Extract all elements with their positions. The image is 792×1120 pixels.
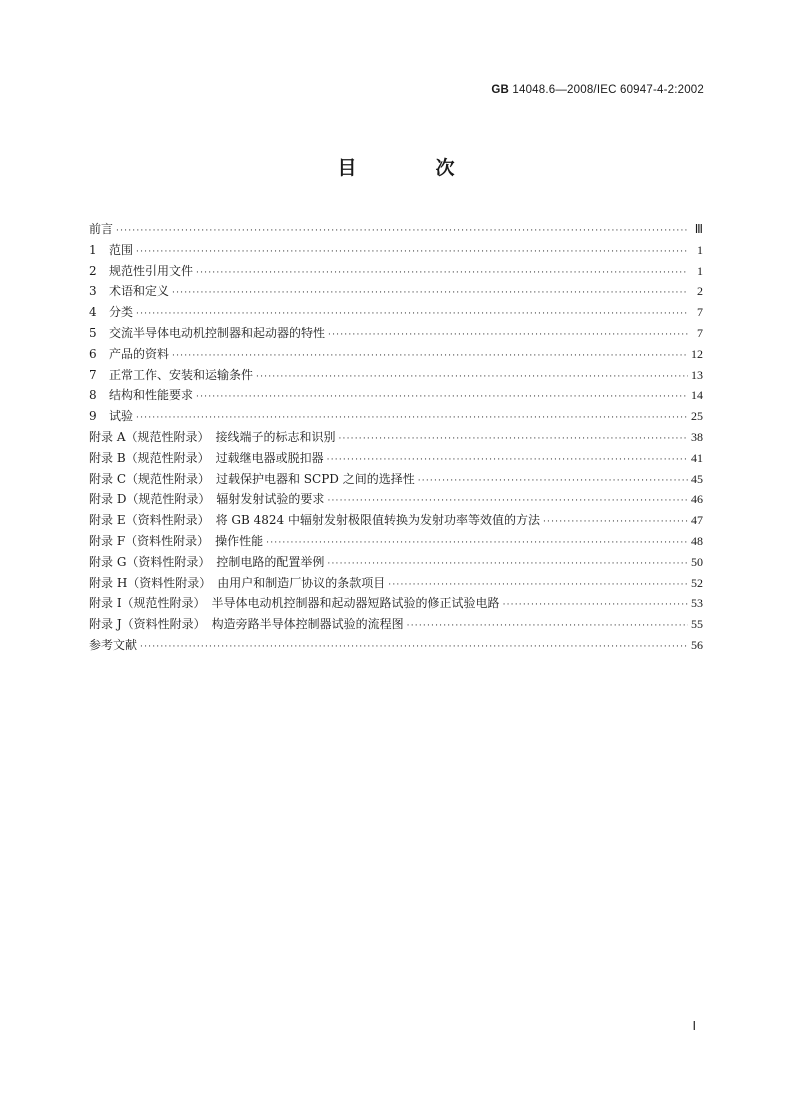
toc-entry-label: 附录 D（规范性附录） 辐射发射试验的要求 — [89, 492, 325, 507]
toc-entry[interactable] — [89, 469, 703, 490]
toc-leader-dots — [116, 221, 688, 242]
toc-entry[interactable] — [89, 302, 703, 323]
toc-entry-label: 术语和定义 — [109, 284, 170, 299]
toc-entry[interactable] — [89, 531, 703, 552]
toc-entry[interactable] — [89, 365, 703, 386]
toc-entry-page: 55 — [691, 617, 703, 632]
toc-entry-label: 附录 A（规范性附录） 接线端子的标志和识别 — [89, 429, 336, 444]
toc-entry[interactable] — [89, 489, 703, 510]
toc-leader-dots — [140, 637, 688, 658]
toc-entry-page: 12 — [691, 346, 703, 361]
standard-code — [491, 84, 704, 96]
toc-entry-number: 5 — [89, 325, 97, 340]
toc-entry[interactable] — [89, 344, 703, 365]
toc-entry-page: 38 — [691, 429, 703, 444]
toc-entry-page: 1 — [697, 242, 703, 257]
toc-entry[interactable] — [89, 510, 703, 531]
toc-entry-number: 9 — [89, 409, 97, 424]
toc-leader-dots — [196, 263, 688, 284]
toc-entry-page: 7 — [697, 305, 703, 320]
toc-entry-label: 附录 H（资料性附录） 由用户和制造厂协议的条款项目 — [89, 575, 386, 590]
toc-leader-dots — [136, 408, 688, 429]
toc-entry-label: 附录 E（资料性附录） 将 GB 4824 中辐射发射极限值转换为发射功率等效值的方法 — [89, 513, 540, 528]
toc-entry-number: 8 — [89, 388, 97, 403]
toc-entry[interactable] — [89, 635, 703, 656]
toc-entry[interactable] — [89, 240, 703, 261]
toc-entry[interactable] — [89, 427, 703, 448]
toc-entry-label: 正常工作、安装和运输条件 — [109, 367, 254, 382]
toc-entry-label: 附录 B（规范性附录） 过载继电器或脱扣器 — [89, 450, 324, 465]
toc-entry[interactable] — [89, 614, 703, 635]
toc-entry-page: 14 — [691, 388, 703, 403]
toc-leader-dots — [338, 429, 688, 450]
toc-leader-dots — [328, 325, 688, 346]
toc-leader-dots — [172, 283, 688, 304]
toc-entry-page: 25 — [691, 409, 703, 424]
table-of-contents — [89, 219, 703, 656]
toc-leader-dots — [407, 616, 688, 637]
toc-entry[interactable] — [89, 385, 703, 406]
toc-entry-label: 附录 J（资料性附录） 构造旁路半导体控制器试验的流程图 — [89, 617, 404, 632]
toc-entry-page: 45 — [691, 471, 703, 486]
toc-entry-label: 附录 I（规范性附录） 半导体电动机控制器和起动器短路试验的修正试验电路 — [89, 596, 500, 611]
toc-entry-label: 附录 G（资料性附录） 控制电路的配置举例 — [89, 554, 325, 569]
toc-entry[interactable] — [89, 552, 703, 573]
toc-entry-page: 48 — [691, 533, 703, 548]
toc-entry-label: 附录 C（规范性附录） 过载保护电器和 SCPD 之间的选择性 — [89, 471, 415, 486]
toc-entry[interactable] — [89, 593, 703, 614]
toc-entry-number: 7 — [89, 367, 97, 382]
toc-entry[interactable] — [89, 448, 703, 469]
toc-leader-dots — [327, 491, 688, 512]
toc-leader-dots — [172, 346, 688, 367]
toc-entry-label: 前言 — [89, 222, 114, 236]
toc-leader-dots — [418, 471, 688, 492]
toc-entry-number: 3 — [89, 284, 97, 299]
toc-leader-dots — [266, 533, 688, 554]
toc-entry-number: 1 — [89, 242, 97, 257]
toc-entry-label: 规范性引用文件 — [109, 263, 194, 278]
toc-entry-label: 附录 F（资料性附录） 操作性能 — [89, 533, 264, 548]
toc-leader-dots — [136, 304, 688, 325]
toc-entry-number: 2 — [89, 263, 97, 278]
toc-entry[interactable] — [89, 281, 703, 302]
toc-entry-label: 产品的资料 — [109, 346, 170, 361]
toc-entry-page: 53 — [691, 596, 703, 611]
toc-entry-label: 交流半导体电动机控制器和起动器的特性 — [109, 325, 326, 340]
toc-leader-dots — [327, 450, 688, 471]
toc-entry-page: 41 — [691, 450, 703, 465]
toc-entry-label: 分类 — [109, 305, 134, 320]
page-number: Ⅰ — [692, 1019, 696, 1033]
toc-entry-page: 52 — [691, 575, 703, 590]
toc-entry[interactable] — [89, 261, 703, 282]
standard-number: 14048.6—2008/IEC 60947-4-2:2002 — [508, 84, 704, 96]
toc-entry-page: 2 — [697, 284, 703, 299]
toc-leader-dots — [256, 367, 688, 388]
toc-leader-dots — [136, 242, 688, 263]
page-title: 目 次 — [337, 157, 485, 179]
toc-entry-page: 1 — [697, 263, 703, 278]
toc-entry-label: 范围 — [109, 242, 134, 257]
toc-entry-page: 50 — [691, 554, 703, 569]
toc-leader-dots — [327, 554, 688, 575]
toc-entry[interactable] — [89, 323, 703, 344]
toc-entry-label: 参考文献 — [89, 637, 138, 652]
standard-prefix: GB — [491, 84, 509, 96]
toc-entry-page: 7 — [697, 325, 703, 340]
toc-entry-label: 结构和性能要求 — [109, 388, 194, 403]
toc-leader-dots — [196, 387, 688, 408]
toc-leader-dots — [388, 575, 688, 596]
toc-entry-page: Ⅲ — [694, 222, 703, 236]
toc-entry-page: 46 — [691, 492, 703, 507]
toc-entry[interactable] — [89, 573, 703, 594]
toc-entry[interactable] — [89, 406, 703, 427]
toc-entry-number: 4 — [89, 305, 97, 320]
toc-entry-label: 试验 — [109, 409, 134, 424]
toc-entry-number: 6 — [89, 346, 97, 361]
toc-entry[interactable] — [89, 219, 703, 240]
toc-leader-dots — [543, 512, 688, 533]
toc-entry-page: 47 — [691, 513, 703, 528]
toc-leader-dots — [503, 595, 688, 616]
toc-entry-page: 56 — [691, 637, 703, 652]
toc-entry-page: 13 — [691, 367, 703, 382]
